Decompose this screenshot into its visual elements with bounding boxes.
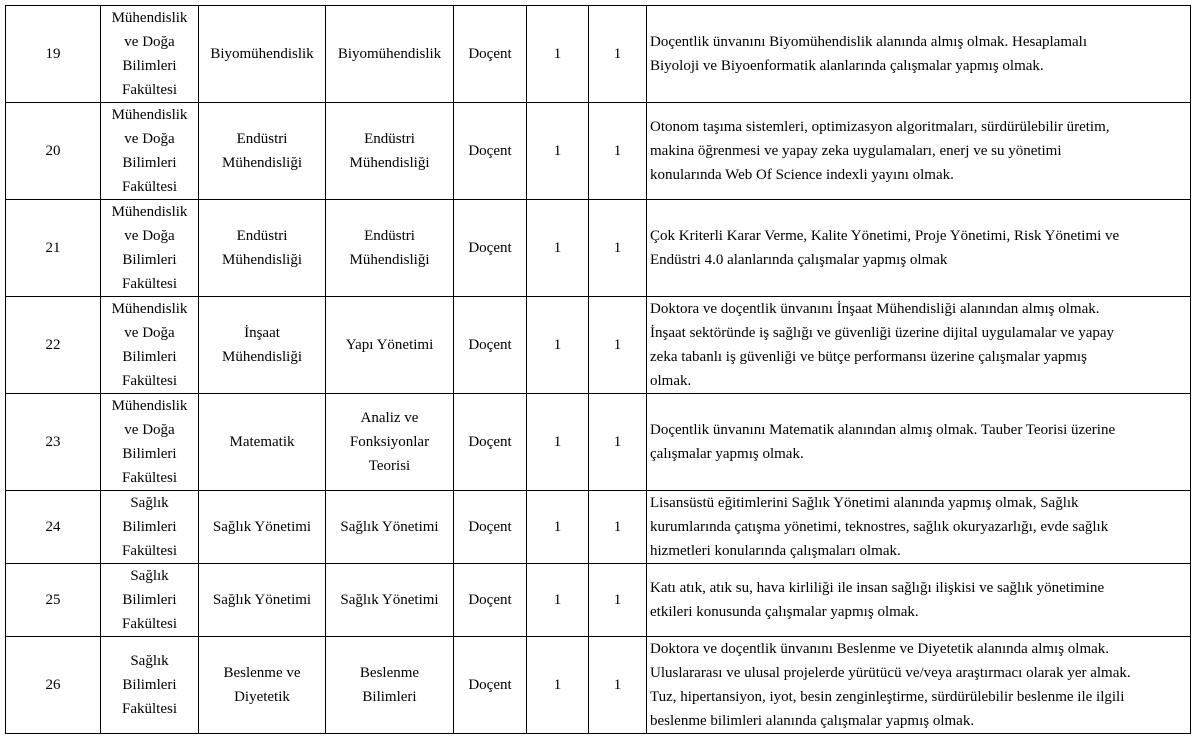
field-cell-line: Teorisi xyxy=(368,458,411,474)
field-cell-line: Endüstri xyxy=(364,228,415,244)
count-b-cell: 1 xyxy=(589,394,647,491)
faculty-cell-line: Bilimleri xyxy=(122,252,177,268)
requirement-cell xyxy=(647,564,1191,637)
faculty-cell-line: Mühendislik xyxy=(111,204,188,220)
faculty-cell-line: ve Doğa xyxy=(124,131,175,147)
faculty-cell-line: ve Doğa xyxy=(124,34,175,50)
faculty-cell-line: Fakültesi xyxy=(122,179,177,195)
field-cell-line: Fonksiyonlar xyxy=(349,434,430,450)
requirement-cell xyxy=(647,637,1191,734)
requirement-cell xyxy=(647,491,1191,564)
department-cell-line: Biyomühendislik xyxy=(210,46,314,62)
requirement-cell-line: konularında Web Of Science indexli yayını olmak. xyxy=(650,167,954,183)
requirement-cell-line: Uluslararası ve ulusal projelerde yürütücü ve/veya araştırmacı olarak yer almak. xyxy=(650,665,1131,681)
positions-table xyxy=(5,5,1191,734)
field-cell-line: Analiz ve xyxy=(360,410,419,426)
table-row xyxy=(6,103,1191,200)
row-number: 25 xyxy=(6,564,101,637)
requirement-cell-line: Doktora ve doçentlik ünvanını İnşaat Mühendisliği alanından almış olmak. xyxy=(650,301,1100,317)
requirement-cell-line: Katı atık, atık su, hava kirliliği ile insan sağlığı ilişkisi ve sağlık yönetimine xyxy=(650,580,1105,596)
field-cell-line: Mühendisliği xyxy=(349,155,430,171)
requirement-cell-line: hizmetleri konularında çalışmaları olmak. xyxy=(650,543,901,559)
row-number: 26 xyxy=(6,637,101,734)
table-row xyxy=(6,564,1191,637)
table-row xyxy=(6,637,1191,734)
field-cell-line: Yapı Yönetimi xyxy=(345,337,434,353)
requirement-cell-line: Çok Kriterli Karar Verme, Kalite Yönetimi, Proje Yönetimi, Risk Yönetimi ve xyxy=(650,228,1120,244)
requirement-cell xyxy=(647,103,1191,200)
faculty-cell-line: Fakültesi xyxy=(122,276,177,292)
faculty-cell-line: Fakültesi xyxy=(122,543,177,559)
faculty-cell xyxy=(101,6,199,103)
faculty-cell-line: Fakültesi xyxy=(122,701,177,717)
count-a-cell: 1 xyxy=(527,103,589,200)
faculty-cell-line: Sağlık xyxy=(130,653,169,669)
faculty-cell-line: Bilimleri xyxy=(122,519,177,535)
department-cell xyxy=(199,637,326,734)
faculty-cell-line: Bilimleri xyxy=(122,155,177,171)
faculty-cell-line: Mühendislik xyxy=(111,10,188,26)
requirement-cell-line: Endüstri 4.0 alanlarında çalışmalar yapmış olmak xyxy=(650,252,948,268)
table-row xyxy=(6,6,1191,103)
department-cell-line: Mühendisliği xyxy=(221,252,302,268)
department-cell-line: İnşaat xyxy=(244,325,280,341)
faculty-cell-line: Mühendislik xyxy=(111,398,188,414)
requirement-cell-line: kurumlarında çatışma yönetimi, teknostres, sağlık okuryazarlığı, evde sağlık xyxy=(650,519,1109,535)
faculty-cell-line: Bilimleri xyxy=(122,58,177,74)
field-cell-line: Beslenme xyxy=(359,665,420,681)
field-cell xyxy=(326,6,454,103)
faculty-cell-line: ve Doğa xyxy=(124,325,175,341)
table-row xyxy=(6,491,1191,564)
faculty-cell xyxy=(101,200,199,297)
department-cell-line: Matematik xyxy=(229,434,295,450)
count-b-cell: 1 xyxy=(589,491,647,564)
count-b-cell: 1 xyxy=(589,103,647,200)
field-cell xyxy=(326,637,454,734)
field-cell-line: Biyomühendislik xyxy=(337,46,442,62)
faculty-cell-line: Fakültesi xyxy=(122,82,177,98)
field-cell-line: Endüstri xyxy=(364,131,415,147)
count-a-cell: 1 xyxy=(527,6,589,103)
requirement-cell xyxy=(647,6,1191,103)
faculty-cell-line: Mühendislik xyxy=(111,107,188,123)
department-cell-line: Endüstri xyxy=(236,228,288,244)
faculty-cell-line: Sağlık xyxy=(130,495,169,511)
requirement-cell-line: makina öğrenmesi ve yapay zeka uygulamaları, enerj ve su yönetimi xyxy=(650,143,1062,159)
faculty-cell-line: ve Doğa xyxy=(124,422,175,438)
faculty-cell-line: ve Doğa xyxy=(124,228,175,244)
row-number: 23 xyxy=(6,394,101,491)
requirement-cell-line: Otonom taşıma sistemleri, optimizasyon algoritmaları, sürdürülebilir üretim, xyxy=(650,119,1110,135)
department-cell xyxy=(199,103,326,200)
field-cell xyxy=(326,491,454,564)
count-a-cell: 1 xyxy=(527,200,589,297)
requirement-cell-line: Biyoloji ve Biyoenformatik alanlarında çalışmalar yapmış olmak. xyxy=(650,58,1044,74)
department-cell-line: Mühendisliği xyxy=(221,349,302,365)
department-cell xyxy=(199,297,326,394)
requirement-cell-line: beslenme bilimleri alanında çalışmalar yapmış olmak. xyxy=(650,713,975,729)
count-a-cell: 1 xyxy=(527,637,589,734)
requirement-cell-line: Doktora ve doçentlik ünvanını Beslenme ve Diyetetik alanında almış olmak. xyxy=(650,641,1110,657)
row-number: 24 xyxy=(6,491,101,564)
department-cell-line: Diyetetik xyxy=(234,689,290,705)
row-number: 20 xyxy=(6,103,101,200)
title-cell: Doçent xyxy=(454,637,527,734)
department-cell-line: Sağlık Yönetimi xyxy=(212,519,312,535)
requirement-cell-line: İnşaat sektöründe iş sağlığı ve güvenliği üzerine dijital uygulamalar ve yapay xyxy=(650,325,1115,341)
requirement-cell-line: olmak. xyxy=(650,373,692,389)
faculty-cell-line: Bilimleri xyxy=(122,349,177,365)
count-a-cell: 1 xyxy=(527,564,589,637)
title-cell: Doçent xyxy=(454,200,527,297)
table-body xyxy=(6,6,1191,734)
faculty-cell xyxy=(101,297,199,394)
department-cell xyxy=(199,200,326,297)
faculty-cell-line: Mühendislik xyxy=(111,301,188,317)
count-b-cell: 1 xyxy=(589,564,647,637)
count-a-cell: 1 xyxy=(527,297,589,394)
requirement-cell xyxy=(647,200,1191,297)
title-cell: Doçent xyxy=(454,564,527,637)
requirement-cell xyxy=(647,394,1191,491)
faculty-cell-line: Fakültesi xyxy=(122,616,177,632)
requirement-cell-line: etkileri konusunda çalışmalar yapmış olmak. xyxy=(650,604,919,620)
faculty-cell xyxy=(101,564,199,637)
faculty-cell xyxy=(101,394,199,491)
department-cell-line: Beslenme ve xyxy=(223,665,301,681)
faculty-cell-line: Bilimleri xyxy=(122,592,177,608)
requirement-cell-line: Lisansüstü eğitimlerini Sağlık Yönetimi alanında yapmış olmak, Sağlık xyxy=(650,495,1079,511)
count-b-cell: 1 xyxy=(589,6,647,103)
field-cell-line: Sağlık Yönetimi xyxy=(340,519,439,535)
field-cell xyxy=(326,564,454,637)
count-b-cell: 1 xyxy=(589,637,647,734)
title-cell: Doçent xyxy=(454,297,527,394)
requirement-cell-line: Doçentlik ünvanını Matematik alanından almış olmak. Tauber Teorisi üzerine xyxy=(650,422,1116,438)
requirement-cell-line: çalışmalar yapmış olmak. xyxy=(650,446,804,462)
field-cell xyxy=(326,297,454,394)
faculty-cell xyxy=(101,103,199,200)
department-cell-line: Endüstri xyxy=(236,131,288,147)
faculty-cell-line: Bilimleri xyxy=(122,677,177,693)
department-cell-line: Sağlık Yönetimi xyxy=(212,592,312,608)
field-cell-line: Sağlık Yönetimi xyxy=(340,592,439,608)
count-b-cell: 1 xyxy=(589,297,647,394)
table-row xyxy=(6,297,1191,394)
table-row xyxy=(6,200,1191,297)
requirement-cell-line: Tuz, hipertansiyon, iyot, besin zenginleştirme, sürdürülebilir beslenme ile ilgili xyxy=(650,689,1125,705)
requirement-cell-line: Doçentlik ünvanını Biyomühendislik alanında almış olmak. Hesaplamalı xyxy=(650,34,1087,50)
faculty-cell-line: Bilimleri xyxy=(122,446,177,462)
requirement-cell-line: zeka tabanlı iş güvenliği ve bütçe performansı üzerine çalışmalar yapmış xyxy=(650,349,1087,365)
requirement-cell xyxy=(647,297,1191,394)
row-number: 19 xyxy=(6,6,101,103)
faculty-cell xyxy=(101,491,199,564)
count-a-cell: 1 xyxy=(527,394,589,491)
department-cell xyxy=(199,564,326,637)
field-cell-line: Bilimleri xyxy=(362,689,417,705)
count-a-cell: 1 xyxy=(527,491,589,564)
field-cell-line: Mühendisliği xyxy=(349,252,430,268)
faculty-cell-line: Fakültesi xyxy=(122,373,177,389)
field-cell xyxy=(326,103,454,200)
title-cell: Doçent xyxy=(454,394,527,491)
row-number: 22 xyxy=(6,297,101,394)
faculty-cell xyxy=(101,637,199,734)
title-cell: Doçent xyxy=(454,6,527,103)
table-row xyxy=(6,394,1191,491)
department-cell xyxy=(199,491,326,564)
title-cell: Doçent xyxy=(454,491,527,564)
count-b-cell: 1 xyxy=(589,200,647,297)
title-cell: Doçent xyxy=(454,103,527,200)
row-number: 21 xyxy=(6,200,101,297)
department-cell xyxy=(199,394,326,491)
department-cell-line: Mühendisliği xyxy=(221,155,302,171)
field-cell xyxy=(326,200,454,297)
faculty-cell-line: Fakültesi xyxy=(122,470,177,486)
faculty-cell-line: Sağlık xyxy=(130,568,169,584)
department-cell xyxy=(199,6,326,103)
field-cell xyxy=(326,394,454,491)
